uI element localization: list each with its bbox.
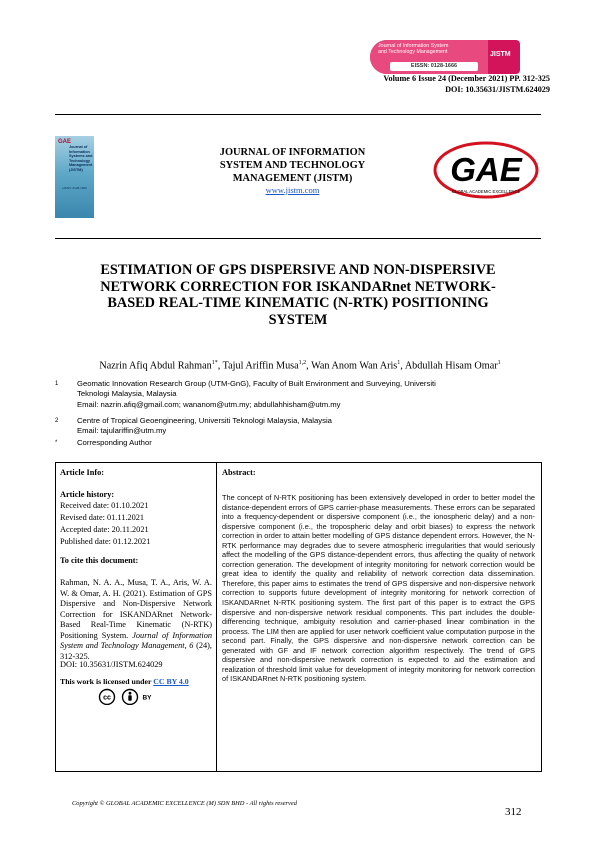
accepted-date: Accepted date: 20.11.2021 bbox=[60, 525, 149, 534]
badge-title-line1: Journal of Information System bbox=[378, 43, 449, 49]
author-sup: 1* bbox=[211, 360, 218, 366]
title-line4: SYSTEM bbox=[268, 311, 328, 328]
abstract-heading: Abstract: bbox=[222, 468, 256, 477]
affiliation-number: * bbox=[55, 440, 58, 446]
cc-text: cc bbox=[103, 694, 111, 702]
affiliation-text: Centre of Tropical Geoengineering, Universiti Teknologi Malaysia, Malaysia bbox=[77, 416, 332, 425]
badge-abbr: JISTM bbox=[490, 51, 511, 58]
article-info-heading: Article Info: bbox=[60, 468, 105, 477]
author-name: Nazrin Afiq Abdul Rahman bbox=[99, 360, 212, 372]
title-line2: NETWORK CORRECTION FOR ISKANDARnet NETWORK- bbox=[100, 278, 496, 295]
badge-title bbox=[378, 43, 486, 55]
license-link[interactable]: CC BY 4.0 bbox=[153, 677, 189, 686]
by-head bbox=[129, 692, 132, 695]
author-sup: 1 bbox=[397, 360, 401, 366]
volume-line: Volume 6 Issue 24 (December 2021) PP. 312-325 bbox=[383, 74, 550, 83]
affiliation-number: 2 bbox=[55, 418, 59, 424]
by-text: BY bbox=[142, 694, 152, 702]
gae-logo-text: GAE bbox=[450, 151, 522, 188]
header-divider-top bbox=[55, 114, 541, 115]
cover-issn: eISSN: 0128-1666 bbox=[62, 186, 87, 190]
journal-cover bbox=[55, 136, 94, 218]
box-column-divider bbox=[216, 463, 217, 771]
author-list: Nazrin Afiq Abdul Rahman$^{1*}$, Tajul Ariffin Musa$^{1,2}$, Wan Anom Wan Aris$^1$, Abdullah Hisam Omar$^1$ bbox=[99, 360, 501, 372]
badge-issn: EISSN: 0128-1666 bbox=[390, 62, 478, 71]
cover-logo: GAE bbox=[58, 139, 72, 145]
abstract-text: The concept of N-RTK positioning has been extensively developed in order to better model the distance-dependent errors of GPS carrier-phase measurements. These errors can be separated into a frequency-dependent or dispersive component (i.e., the ionospheric delay) and a non-dispersive component (i.e., the tropospheric delay and orbit biases) to express the network correction in order to attain better modelling of GPS distance dependent errors. However, the N-RTK performance may degrades due to severe atmospheric irregularities that would seriously affect the modelling of the GPS distance-dependent errors, thus affecting the quality of network correction generation. The development of integrity monitoring for network correction would be great idea to identify the quality and reliability of network correction data dissemination. Therefore, this paper aims to estimates the trend of GPS dispersive and non-dispersive network correction to supports future development of integrity monitoring for network correction of ISKANDARnet N-RTK positioning system. The first part of this paper is to extract the GPS dispersive and non-dispersive network residual components. This part includes the double-differencing technique, ambiguity resolution and carrier-phased linear combination in the process. The LIM then are applied for user network coefficient value computation purpose in the second part. Finally, the GPS dispersive and non-dispersive network correction can be generated with GF and IF network correction algorithm respectively. The trend of GPS dispersive and non-dispersive network correction is expected to aid the estimation and realization of threshold limit value for development of integrity monitoring for network correction of ISKANDARnet N-RTK positioning system. bbox=[222, 493, 535, 684]
journal-url-link[interactable]: www.jistm.com bbox=[265, 185, 320, 195]
doi-line: DOI: 10.35631/JISTM.624029 bbox=[445, 85, 550, 94]
affiliation-number: 1 bbox=[55, 381, 59, 387]
journal-name bbox=[195, 146, 390, 185]
citation-text bbox=[60, 578, 212, 662]
cover-title: Journal of Information Systems and Technology Management (JISTM) bbox=[69, 145, 93, 172]
author-name: Wan Anom Wan Aris bbox=[311, 360, 398, 372]
affiliation-email: Email: tajulariffin@utm.my bbox=[77, 426, 167, 436]
page-number: 312 bbox=[505, 806, 522, 818]
journal-name-line2: SYSTEM AND TECHNOLOGY bbox=[219, 160, 366, 171]
gae-logo-tagline: GLOBAL ACADEMIC EXCELLENCE bbox=[451, 189, 521, 194]
title-line3: BASED REAL-TIME KINEMATIC (N-RTK) POSITIONING bbox=[107, 295, 489, 311]
gae-logo bbox=[432, 140, 540, 202]
copyright-notice: Copyright © GLOBAL ACADEMIC EXCELLENCE (M) SDN BHD - All rights reserved bbox=[72, 800, 297, 807]
doi-label: DOI: 10.35631/JISTM.624029 bbox=[60, 660, 163, 669]
citation-body: Rahman, N. A. A., Musa, T. A., Aris, W. A. W. & Omar, A. H. (2021). Estimation of GPS Dispersive and Non-Dispersive Network Correction for ISKANDARnet Network-Based Real-Time Kinematic (N-RTK) Positioning System. bbox=[60, 578, 212, 640]
affiliation-text: Geomatic Innovation Research Group (UTM-GnG), Faculty of Built Environment and Surveying, Universiti bbox=[77, 379, 436, 388]
license-prefix: This work is licensed under bbox=[60, 677, 154, 686]
title-line1: ESTIMATION OF GPS DISPERSIVE AND NON-DISPERSIVE bbox=[100, 262, 496, 278]
received-date: Received date: 01.10.2021 bbox=[60, 501, 149, 510]
affiliation-text: Corresponding Author bbox=[77, 438, 152, 447]
paper-title bbox=[60, 262, 536, 328]
author-sup: 1 bbox=[497, 360, 501, 366]
cc-by-icon bbox=[98, 688, 158, 705]
author-name: Abdullah Hisam Omar bbox=[404, 360, 498, 372]
journal-name-line3: MANAGEMENT (JISTM) bbox=[232, 173, 353, 184]
badge-title-line2: and Technology Management bbox=[378, 49, 448, 56]
license-line bbox=[60, 677, 189, 687]
citation-journal: Journal of Information System and Technology Management, 6 bbox=[60, 630, 213, 650]
author-name: Tajul Ariffin Musa bbox=[222, 360, 299, 372]
revised-date: Revised date: 01.11.2021 bbox=[60, 513, 145, 522]
journal-name-line1: JOURNAL OF INFORMATION bbox=[219, 147, 366, 158]
journal-badge bbox=[370, 40, 520, 74]
affiliation-text: Teknologi Malaysia, Malaysia bbox=[77, 389, 177, 399]
published-date: Published date: 01.12.2021 bbox=[60, 537, 151, 546]
author-sup: 1,2 bbox=[298, 360, 307, 366]
cite-heading: To cite this document: bbox=[60, 556, 139, 565]
citation-tail: (24), 312-325. bbox=[60, 641, 212, 661]
article-history-heading: Article history: bbox=[60, 490, 115, 499]
affiliation-email: Email: nazrin.afiq@gmail.com; wananom@utm.my; abdullahhisham@utm.my bbox=[77, 399, 341, 409]
header-divider-bottom bbox=[55, 238, 541, 239]
volume-info bbox=[383, 73, 550, 95]
by-body bbox=[128, 695, 131, 701]
